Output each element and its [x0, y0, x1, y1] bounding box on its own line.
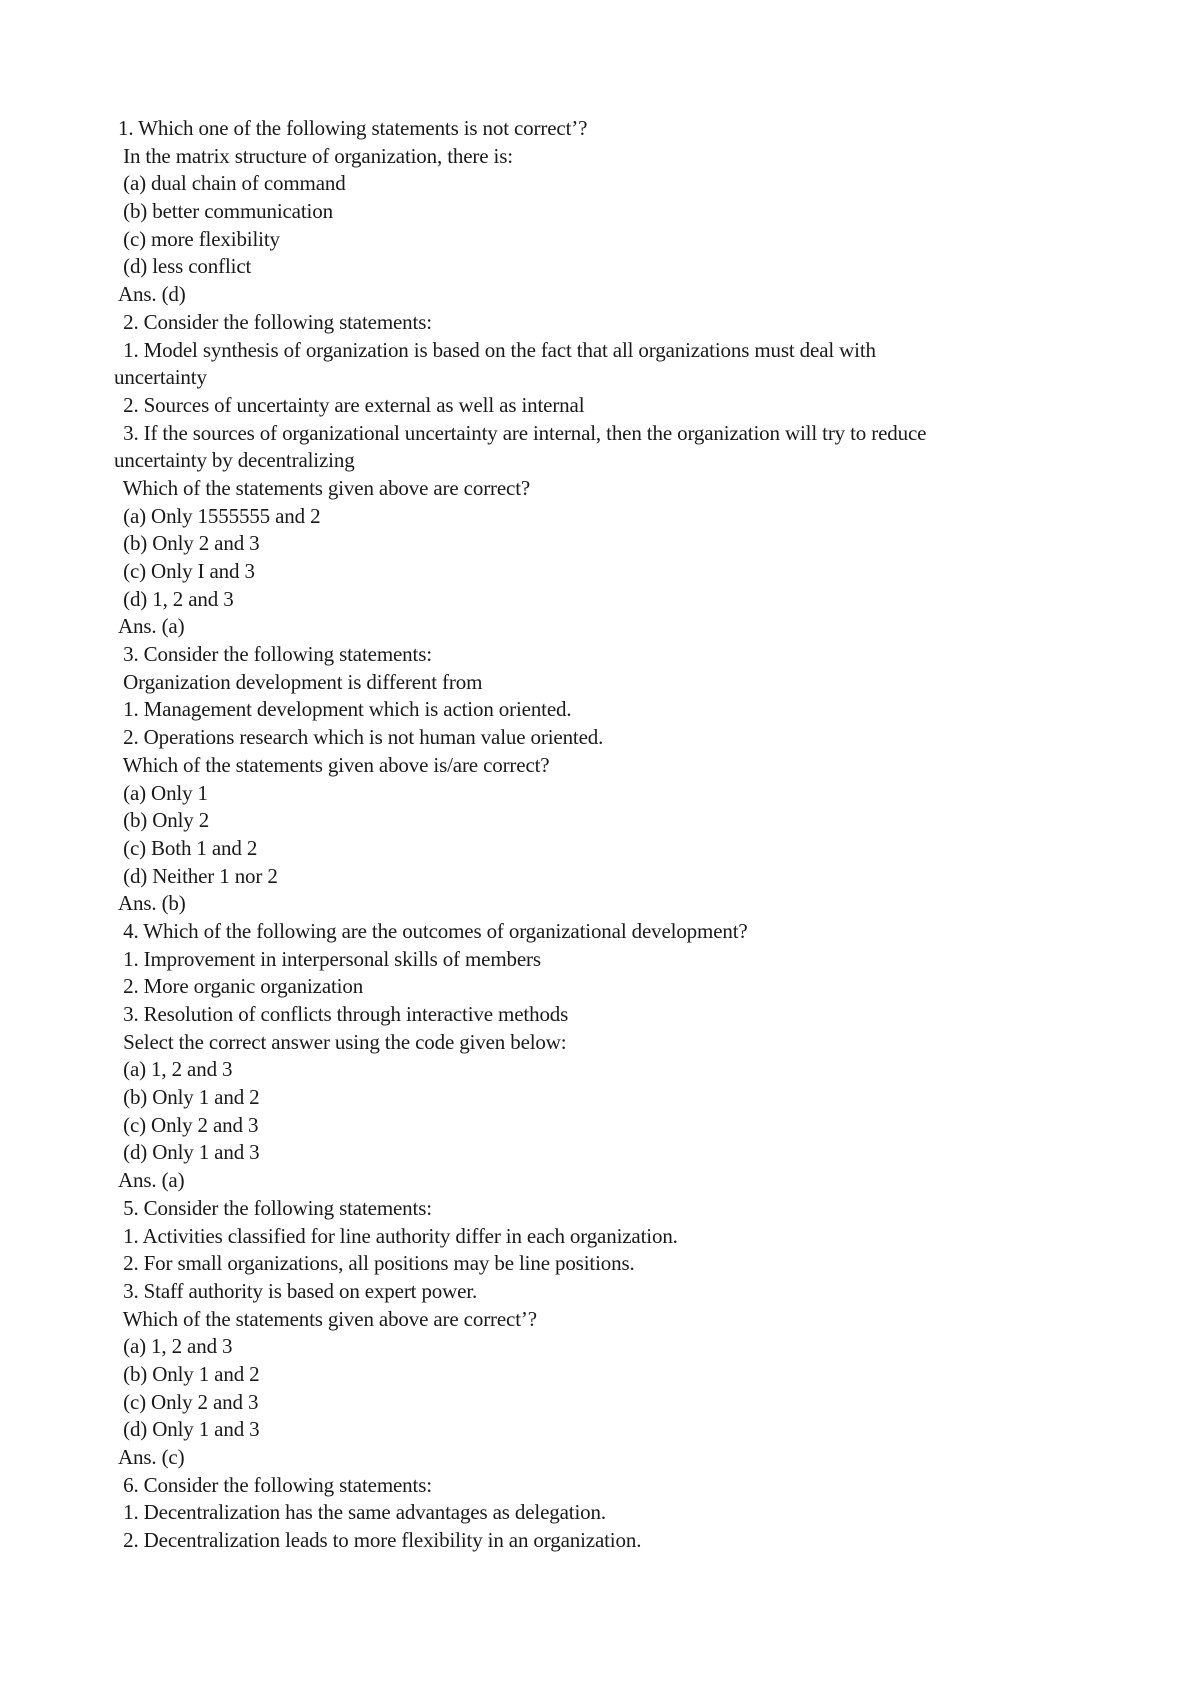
question-2-statement-3: 3. If the sources of organizational uncertainty are internal, then the organization will try to reduce	[118, 420, 927, 445]
question-1-option-b: (b) better communication	[118, 199, 333, 224]
question-1-option-a: (a) dual chain of command	[118, 171, 346, 196]
question-2-prompt: Which of the statements given above are correct?	[118, 475, 531, 500]
question-3-option-a: (a) Only 1	[118, 780, 208, 805]
question-2-answer: Ans. (a)	[118, 614, 185, 639]
question-4-option-b: (b) Only 1 and 2	[118, 1085, 260, 1110]
question-4-option-a: (a) 1, 2 and 3	[118, 1057, 233, 1082]
question-3-statement-1: 1. Management development which is action oriented.	[118, 697, 572, 722]
question-4-title: 4. Which of the following are the outcomes of organizational development?	[118, 918, 748, 943]
question-3-answer: Ans. (b)	[118, 891, 186, 916]
question-5-answer: Ans. (c)	[118, 1445, 185, 1469]
document-body	[114, 115, 1108, 1555]
question-2-statement-1-continued: uncertainty	[114, 365, 207, 390]
question-3-option-c: (c) Both 1 and 2	[118, 835, 258, 860]
question-3-stem: Organization development is different from	[118, 669, 483, 694]
question-5-statement-1: 1. Activities classified for line authority differ in each organization.	[118, 1223, 678, 1248]
question-5-option-d: (d) Only 1 and 3	[118, 1417, 260, 1442]
question-2-option-c: (c) Only I and 3	[118, 559, 255, 583]
question-2-option-a: (a) Only 1555555 and 2	[118, 503, 321, 528]
question-2-statement-2: 2. Sources of uncertainty are external as well as internal	[118, 392, 585, 417]
question-4-statement-2: 2. More organic organization	[118, 974, 364, 999]
question-4-statement-1: 1. Improvement in interpersonal skills of members	[118, 946, 541, 971]
question-2-option-b: (b) Only 2 and 3	[118, 531, 260, 556]
question-4-option-d: (d) Only 1 and 3	[118, 1140, 260, 1165]
question-1-answer: Ans. (d)	[118, 282, 186, 307]
question-4-statement-3: 3. Resolution of conflicts through interactive methods	[118, 1002, 569, 1026]
question-4-option-c: (c) Only 2 and 3	[118, 1112, 259, 1137]
question-5-option-c: (c) Only 2 and 3	[118, 1389, 259, 1414]
question-6-statement-1: 1. Decentralization has the same advantages as delegation.	[118, 1500, 606, 1525]
question-1-title: 1. Which one of the following statements is not correct’?	[118, 116, 588, 140]
question-5-option-a: (a) 1, 2 and 3	[118, 1334, 233, 1359]
question-3-prompt: Which of the statements given above is/are correct?	[118, 752, 550, 777]
question-2-statement-1: 1. Model synthesis of organization is based on the fact that all organizations must deal with	[118, 337, 876, 362]
question-5-option-b: (b) Only 1 and 2	[118, 1361, 260, 1386]
question-3-statement-2: 2. Operations research which is not human value oriented.	[118, 725, 604, 750]
question-1-option-d: (d) less conflict	[118, 254, 252, 279]
question-4-answer: Ans. (a)	[118, 1168, 185, 1193]
question-5-statement-3: 3. Staff authority is based on expert power.	[118, 1278, 478, 1303]
question-6-title: 6. Consider the following statements:	[118, 1472, 432, 1497]
question-2-option-d: (d) 1, 2 and 3	[118, 586, 234, 611]
question-5-statement-2: 2. For small organizations, all positions may be line positions.	[118, 1251, 635, 1276]
question-6-statement-2: 2. Decentralization leads to more flexibility in an organization.	[118, 1528, 642, 1553]
question-3-title: 3. Consider the following statements:	[118, 642, 432, 667]
question-3-option-d: (d) Neither 1 nor 2	[118, 863, 278, 888]
question-3-option-b: (b) Only 2	[118, 808, 210, 833]
question-2-statement-3-continued: uncertainty by decentralizing	[114, 448, 355, 473]
question-5-title: 5. Consider the following statements:	[118, 1195, 432, 1220]
question-5-prompt: Which of the statements given above are correct’?	[118, 1306, 537, 1331]
question-1-stem: In the matrix structure of organization, there is:	[118, 143, 513, 168]
question-4-prompt: Select the correct answer using the code given below:	[118, 1029, 567, 1054]
question-2-title: 2. Consider the following statements:	[118, 309, 432, 334]
question-1-option-c: (c) more flexibility	[118, 226, 280, 251]
